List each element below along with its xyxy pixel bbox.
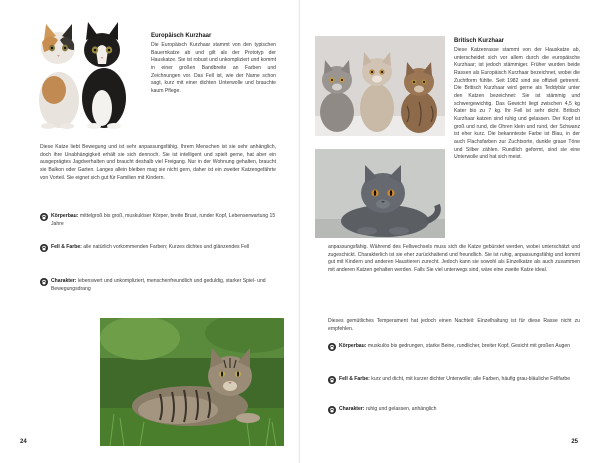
bullet-koerperbau <box>40 213 276 228</box>
bullet-label: Fell & Farbe: <box>51 244 82 250</box>
bullet-fell-farbe <box>328 376 580 384</box>
section-text: Die Europäisch Kurzhaar stammt von den typischen Bauernkatze ab und gilt als der Prototyp der Hauskatze. Sie ist robust und unkompliziert und kommt in einer großen Bandbreite an Farben und Zeichnungen vor. Das Fell ist, wie der Name schon sagt, kurz mit einer dichten Unterwolle und brauchte kaum Pflege. <box>151 42 276 95</box>
section-europaeisch-kurzhaar <box>151 33 276 96</box>
bullet-text <box>339 376 570 384</box>
body-paragraph: Diese Katze liebt Bewegung und ist sehr anpassungsfähig. Ihrem Menschen ist sie sehr anhänglich, doch ihre Unabhängigkeit erhält sie sich dennoch. Sie ist intelligent und spielt gerne, hat aber ein ausgeprägtes Jagdverhalten und braucht deshalb viel Freigang. Nur in der Wohnung gehalten, braucht sie Balkon oder Garten. Langes allein bleiben mag sie nicht gern, daher ist ein zweiter Katzengefährte von Vorteil. Sie eignet sich gut für Familien mit Kindern. <box>40 144 276 181</box>
tabby-cat-photo <box>100 318 284 446</box>
bullet-label: Fell & Farbe: <box>339 376 370 382</box>
section-heading: Europäisch Kurzhaar <box>151 33 212 39</box>
bullet-value: alle natürlich vorkommenden Farben; Kurzes dichtes und glänzendes Fell <box>81 244 250 250</box>
section-heading: Britisch Kurzhaar <box>454 38 505 44</box>
paw-icon <box>40 278 48 286</box>
paw-icon <box>328 376 336 384</box>
bullet-charakter <box>328 406 580 414</box>
bullet-fell-farbe <box>40 244 276 252</box>
bullet-label: Körperbau: <box>339 343 367 349</box>
bullet-text <box>339 343 570 351</box>
bullet-koerperbau <box>328 343 580 351</box>
bullet-text <box>51 244 249 252</box>
grey-cat-photo <box>315 149 445 238</box>
paw-icon <box>40 244 48 252</box>
bullet-label: Körperbau: <box>51 213 79 219</box>
kittens-photo <box>32 10 135 130</box>
bullet-value: lebenswert und unkompliziert, menschenfreundlich und geduldig, starker Spiel- und Bewegungsdrang <box>51 278 266 292</box>
bullet-value: ruhig und gelassen, anhänglich <box>364 406 437 412</box>
bullet-label: Charakter: <box>339 406 365 412</box>
section-britisch-kurzhaar <box>454 38 580 162</box>
bullet-text <box>51 213 276 228</box>
paw-icon <box>40 213 48 221</box>
bullet-label: Charakter: <box>51 278 77 284</box>
body-paragraph: anpassungsfähig. Während des Fellwechsels muss sich die Katze gebürstet werden, wobei unterschätzt und zugeschickt. Charakterlich ist sie eher zurückhaltend und freundlich. Sie ist ruhig, anpassungsfähig und kommt gut mit Kindern und anderen Haustieren zurecht. Jedoch kann sie sowohl als Einzelkatze als auch zusammen mit anderen Katzen gehalten werden. Falls Sie viel unterwegs sind, wäre eine zweite Katze ideal. <box>328 244 580 273</box>
paw-icon <box>328 406 336 414</box>
bullet-value: muskulös bis gedrungen, starke Beine, rundlicher, breiter Kopf, Gesicht mit großen Augen <box>366 343 571 349</box>
bullet-text <box>339 406 436 414</box>
british-kittens-photo <box>315 36 445 136</box>
page-number: 24 <box>20 439 27 445</box>
right-page <box>300 0 600 463</box>
bullet-value: mittelgroß bis groß, muskulöser Körper, breite Brust, runder Kopf, Lebenserwartung 15 Jahre <box>51 213 276 227</box>
body-paragraph-2: Dieses gemütliches Temperament hat jedoch einen Nachteil: Einzelhaltung ist für diese Rasse nicht zu empfehlen. <box>328 318 580 332</box>
bullet-text <box>51 278 276 293</box>
section-text: Diese Katzenrasse stammt von der Hauskatze ab, unterscheidet sich vor allem durch die europäische Kurzhaar; ist jedoch stämmiger. Früher wurden beide Rassen als Europäisch Kurzhaar bezeichnet, wobei die Zuchtform fühlte. Seit 1982 sind sie offiziell getrennt. Die Britisch Kurzhaar wird gerne als Teddybär unter den Katzen bezeichnet: Sie ist stämmig und schwergewichtig. Das Gewicht liegt zwischen 4,5 kg Kater bis zu 7 kg. Ihr Fell ist sehr dicht. Britisch Kurzhaar katzen sind ruhig und gelassen. Der Kopf ist groß und rund, die Ohren klein und rund, der Schwanz ist eher kurz. Die bekannteste Farbe ist Blau, in der auch Flachsfarben zur Zuchtsorte, dunkle graue Töne und Silber zählen. Rundlich geformt, sind sie eine Unterwolle und hat sich meist. <box>454 47 580 161</box>
bullet-charakter <box>40 278 276 293</box>
bullet-value: kurz und dicht, mit kurzer dichter Unterwolle; alle Farben, häufig grau-bläuliche Fellfarbe <box>369 376 571 382</box>
page-number: 25 <box>571 439 578 445</box>
paw-icon <box>328 343 336 351</box>
